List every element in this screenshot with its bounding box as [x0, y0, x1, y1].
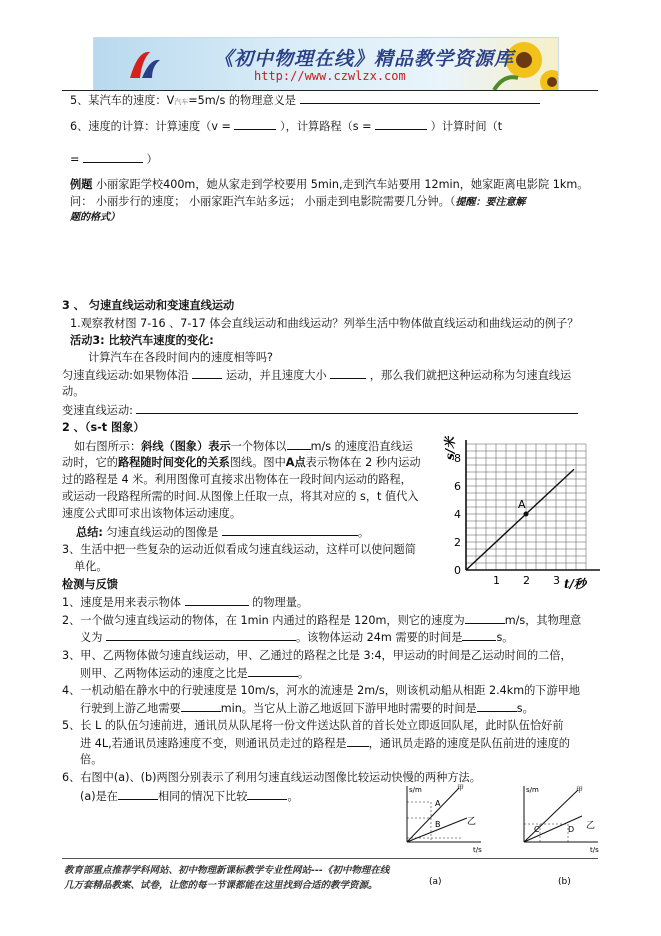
footer-line-2: 几万套精品教案、试卷，让您的每一节课都能在这里找到合适的教学资源。 [64, 880, 378, 891]
x-axis-label: t/秒 [564, 577, 586, 591]
y-tick-label: 8 [454, 452, 461, 465]
y-axis-label: s/m [409, 786, 422, 794]
header-rule [62, 90, 598, 91]
answer-blank[interactable] [375, 118, 427, 130]
x-tick-label: 1 [493, 574, 500, 587]
answer-blank[interactable] [234, 118, 276, 130]
uniform-motion-definition-cont: 动。 [62, 385, 85, 398]
banner-url[interactable]: http://www.czwlzx.com [254, 69, 406, 83]
answer-blank[interactable] [222, 524, 358, 536]
question-6: 6、速度的计算：计算速度（v = ），计算路程（s = ）计算时间（t [70, 120, 503, 133]
check-question-6: 6、右图中(a)、(b)两图分别表示了利用匀速直线运动图像比较运动快慢的两种方法。 [62, 771, 481, 784]
activity-3-question: 计算汽车在各段时间内的速度相等吗? [88, 351, 273, 364]
answer-blank[interactable] [347, 735, 369, 747]
point-a-label: A [518, 498, 526, 511]
footer-rule [62, 858, 598, 859]
data-line [466, 469, 574, 570]
caption-a: (a) [429, 877, 442, 886]
summary: 总结: 匀速直线运动的图像是 。 [76, 526, 370, 539]
answer-blank[interactable] [287, 438, 311, 450]
st-graph-line-1: 如右图所示：斜线（图象）表示一个物体以 m/s 的速度沿直线运 [74, 440, 413, 453]
answer-blank[interactable] [330, 367, 366, 379]
question-6-cont: = ） [70, 153, 158, 166]
y-axis-label: s/m [526, 786, 539, 794]
st-graph-line-5: 速度公式即可求出该物体运动速度。 [62, 507, 242, 520]
banner-title: 《初中物理在线》精品教学资源库 [214, 48, 515, 70]
check-title: 检测与反馈 [62, 578, 118, 591]
label-jia: 甲 [576, 786, 583, 794]
answer-blank[interactable] [248, 665, 298, 677]
example-line-3: 题的格式） [70, 212, 120, 223]
point-a-label: A [435, 799, 441, 808]
x-tick-label: 3 [553, 574, 560, 587]
example-line-2: 问： 小丽步行的速度； 小丽家距汽车站多远； 小丽走到电影院需要几分钟。（提醒：要注意解 [70, 195, 526, 208]
y-tick-label: 6 [454, 480, 461, 493]
check-question-6-cont: (a)是在 相同的情况下比较 。 [80, 790, 299, 803]
answer-blank[interactable] [136, 402, 578, 414]
st-graph-line-3: 过的路程是 4 米。利用图像可直接求出物体在一段时间内运动的路程， [62, 473, 412, 486]
label-jia: 甲 [457, 784, 464, 792]
life-example-line-1: 3、生活中把一些复杂的运动近似看成匀速直线运动，这样可以使问题简 [62, 543, 416, 556]
uniform-motion-definition: 匀速直线运动:如果物体沿 运动，并且速度大小 ，那么我们就把这种运动称为匀速直线运 [62, 369, 572, 382]
activity-3-title: 活动3: 比较汽车速度的变化: [70, 334, 214, 347]
section-3-title: 3 、 匀速直线运动和变速直线运动 [62, 299, 235, 312]
check-question-2: 2、一个做匀速直线运动的物体，在 1min 内通过的路程是 120m，则它的速度为 m/s，其物理意 [62, 614, 582, 627]
st-chart [440, 436, 610, 596]
answer-blank[interactable] [300, 92, 540, 104]
x-axis-label: t/s [473, 846, 482, 854]
answer-blank[interactable] [465, 612, 505, 624]
check-question-5-cont: 进 4L,若通讯员速路速度不变，则通讯员走过的路程是 ，通讯员走路的速度是队伍前进的速度的 [80, 737, 570, 750]
check-question-4: 4、一机动船在静水中的行驶速度是 10m/s，河水的流速是 2m/s，则该机动船从相距 2.4km的下游甲地 [62, 684, 581, 697]
y-axis-label: s/米 [443, 436, 457, 460]
y-tick-label: 4 [454, 508, 461, 521]
graph-a [395, 782, 495, 886]
header-banner [93, 37, 559, 91]
answer-blank[interactable] [106, 629, 296, 641]
point-c-label: C [534, 825, 540, 834]
x-axis-label: t/s [590, 846, 599, 854]
caption-b: (b) [558, 877, 571, 886]
label-yi: 乙 [586, 821, 596, 831]
point-a-marker [524, 512, 529, 517]
check-question-4-cont: 行驶到上游乙地需要 min。当它从上游乙地返回下游甲地时需要的时间是 s。 [80, 702, 534, 715]
check-question-5-end: 倍。 [80, 753, 103, 766]
point-b-label: B [435, 820, 441, 829]
line-jia [524, 790, 578, 842]
check-question-3-cont: 则甲、乙两物体运动的速度之比是 。 [80, 667, 310, 680]
line-jia [407, 788, 459, 842]
check-question-2-cont: 义为 。该物体运动 24m 需要的时间是 s。 [80, 631, 514, 644]
point-d-label: D [568, 825, 575, 834]
check-question-5: 5、长 L 的队伍匀速前进，通讯员从队尾将一份文件送达队首的首长处立即返回队尾，此时队伍恰好前 [62, 719, 564, 732]
life-example-line-2: 单化。 [74, 560, 108, 573]
st-graph-line-2: 动时，它的路程随时间变化的关系图线。图中A点表示物体在 2 秒内运动 [62, 456, 421, 469]
question-5: 5、某汽车的速度：V汽车=5m/s 的物理意义是 [70, 92, 540, 110]
answer-blank[interactable] [181, 700, 221, 712]
variable-motion-definition: 变速直线运动: [62, 402, 578, 418]
st-graph-line-4: 或运动一段路程所需的时间.从图像上任取一点，将其对应的 s，t 值代入 [62, 490, 419, 503]
check-question-1: 1、速度是用来表示物体 的物理量。 [62, 596, 309, 609]
example-line-1: 例题 小丽家距学校400m，她从家走到学校要用 5min,走到汽车站要用 12min，她家距离电影院 1km。 [70, 178, 589, 191]
answer-blank[interactable] [477, 700, 517, 712]
y-tick-label: 2 [454, 536, 461, 549]
answer-blank[interactable] [462, 629, 496, 641]
section-3-line-1: 1.观察教材图 7-16 、7-17 体会直线运动和曲线运动？列举生活中物体做直线运动和曲线运动的例子？ [70, 317, 579, 330]
site-logo-icon [124, 46, 164, 84]
answer-blank[interactable] [192, 367, 222, 379]
answer-blank[interactable] [118, 788, 158, 800]
label-yi: 乙 [467, 817, 477, 827]
x-tick-label: 2 [523, 574, 530, 587]
answer-blank[interactable] [83, 151, 143, 163]
chart-grid [466, 444, 586, 570]
answer-blank[interactable] [247, 788, 287, 800]
graph-b [512, 782, 612, 886]
check-question-3: 3、甲、乙两物体做匀速直线运动，甲、乙通过的路程之比是 3:4，甲运动的时间是乙运动时间的二倍， [62, 649, 572, 662]
footer-line-1: 教育部重点推荐学科网站、初中物理新课标教学专业性网站---《初中物理在线 [64, 865, 390, 876]
y-tick-label: 0 [454, 564, 461, 577]
st-graph-title: 2 、（s-t 图象） [62, 421, 145, 434]
answer-blank[interactable] [185, 594, 249, 606]
